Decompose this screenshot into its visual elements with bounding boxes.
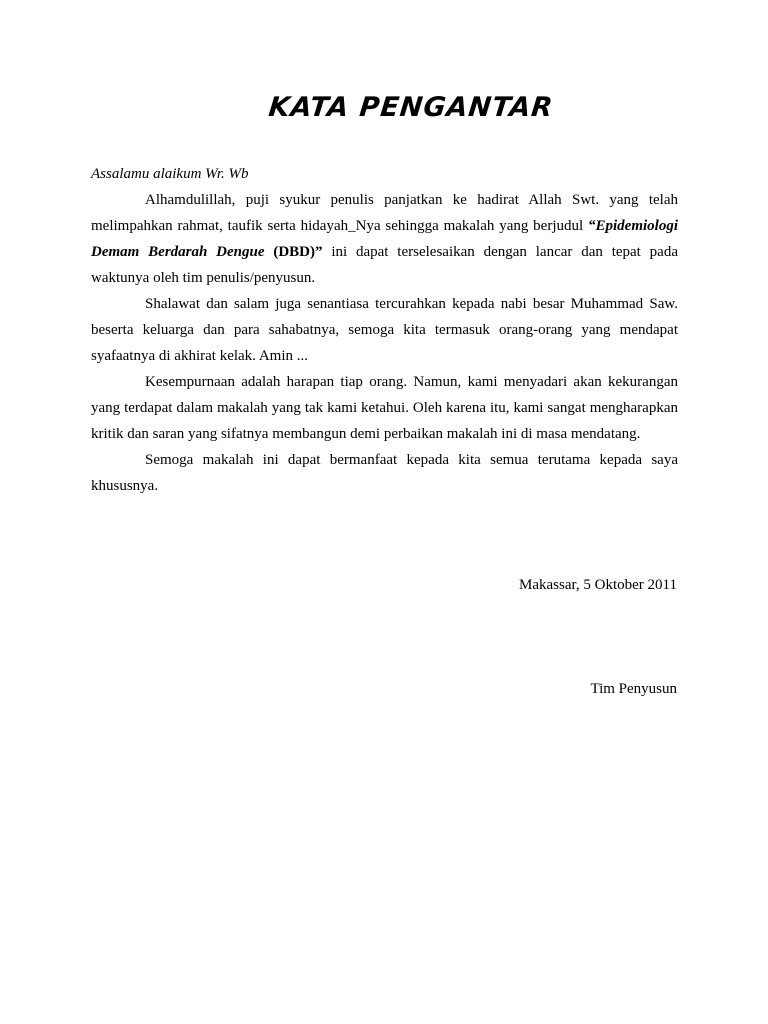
paper-title-italic: “Epidemiologi Demam Berdarah Dengue (91, 218, 678, 260)
paragraph-1 (91, 187, 678, 291)
place-date: Makassar, 5 Oktober 2011 (519, 577, 677, 593)
paragraph-3: Kesempurnaan adalah harapan tiap orang. Namun, kami menyadari akan kekurangan yang terdapat dalam makalah yang tak kami ketahui. Oleh karena itu, kami sangat mengharapkan kritik dan saran yang sifatnya membangun demi perbaikan makalah ini di masa mendatang. (91, 374, 678, 442)
paragraph-1-text-end: ini dapat terselesaikan dengan lancar dan tepat pada waktunya oleh tim penulis/penyusun. (91, 244, 678, 286)
paragraph-2: Shalawat dan salam juga senantiasa tercurahkan kepada nabi besar Muhammad Saw. beserta keluarga dan para sahabatnya, semoga kita termasuk orang-orang yang mendapat syafaatnya di akhirat kelak. Amin ... (91, 296, 678, 364)
paragraph-4: Semoga makalah ini dapat bermanfaat kepada kita semua terutama kepada saya khususnya. (91, 452, 678, 494)
page-title: KATA PENGANTAR (267, 92, 555, 123)
paragraph-1-text-start: Alhamdulillah, puji syukur penulis panjatkan ke hadirat Allah Swt. yang telah melimpahkan rahmat, taufik serta hidayah_Nya sehingga makalah yang berjudul (91, 192, 678, 234)
signature: Tim Penyusun (590, 681, 677, 697)
greeting: Assalamu alaikum Wr. Wb (91, 166, 249, 182)
document-body (91, 161, 678, 499)
paper-title-bold: (DBD)” (264, 244, 323, 260)
